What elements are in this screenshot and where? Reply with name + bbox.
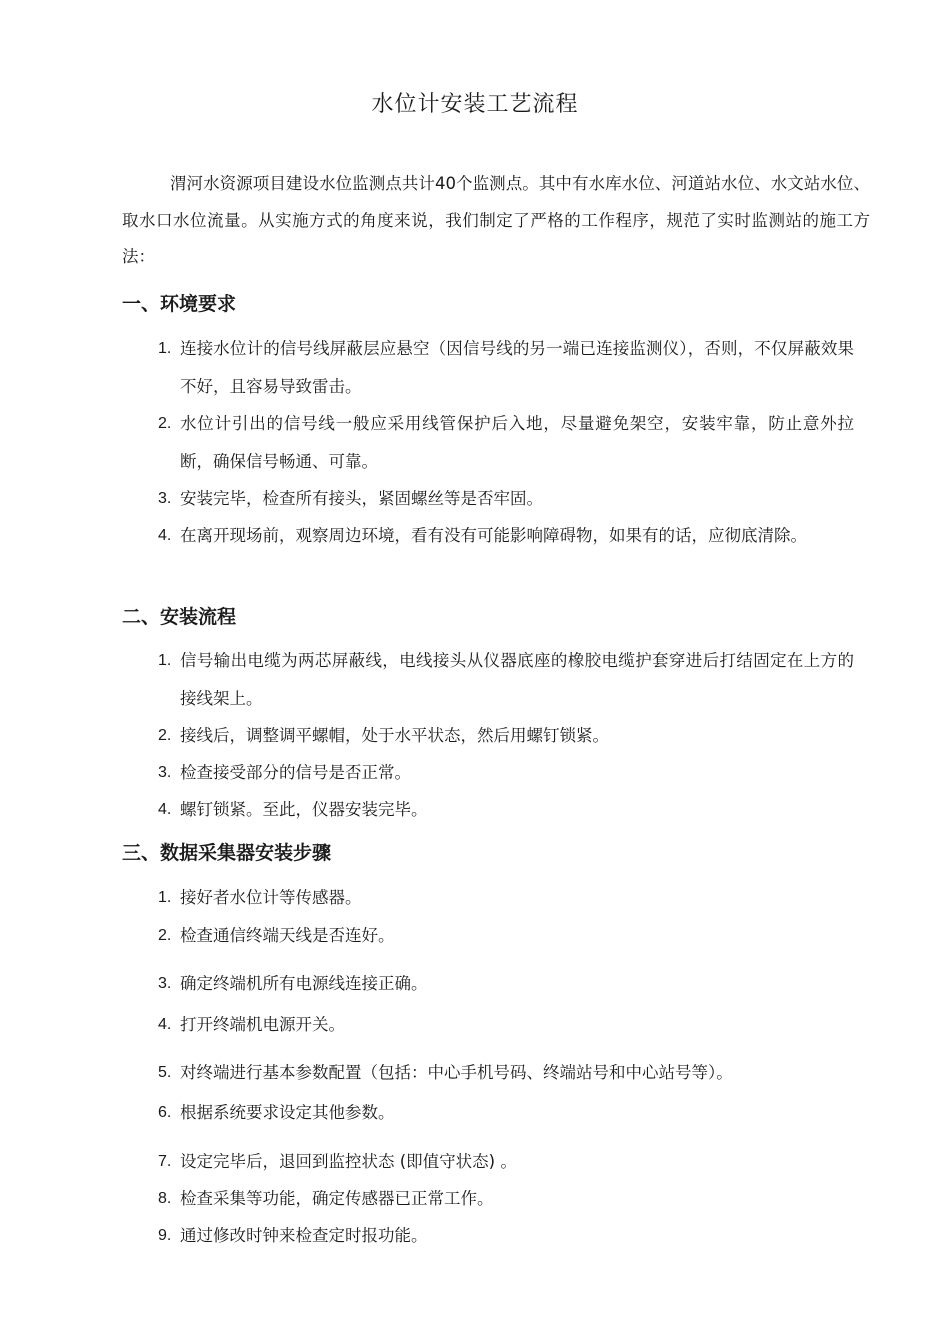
list-item-number: 3. [158, 975, 172, 992]
list-item-number: 1. [158, 652, 172, 669]
list-item-text: 打开终端机电源开关。 [180, 1015, 345, 1034]
list-item-number: 8. [158, 1190, 172, 1207]
list-item-text: 接线后，调整调平螺帽，处于水平状态，然后用螺钉锁紧。 [180, 726, 609, 745]
list-item-text: 确定终端机所有电源线连接正确。 [180, 974, 428, 993]
list-item-number: 3. [158, 490, 172, 507]
list-item [158, 1143, 854, 1181]
list-item-text: 对终端进行基本参数配置（包括：中心手机号码、终端站号和中心站号等）。 [180, 1063, 733, 1082]
list-item [158, 642, 854, 718]
section-heading-install-process: 二、安装流程 [122, 606, 237, 628]
list-item-text: 通过修改时钟来检查定时报功能。 [180, 1226, 428, 1245]
list-item-number: 1. [158, 889, 172, 906]
list-item-number: 5. [158, 1064, 172, 1081]
list-item-text: 检查采集等功能，确定传感器已正常工作。 [180, 1189, 494, 1208]
list-item [158, 1094, 854, 1132]
section-heading-data-collector: 三、数据采集器安装步骤 [122, 842, 332, 864]
list-item-number: 2. [158, 927, 172, 944]
list-item [158, 517, 854, 555]
list-item-number: 4. [158, 527, 172, 544]
list-item-number: 4. [158, 801, 172, 818]
list-item [158, 879, 854, 917]
list-item [158, 917, 854, 955]
list-item-text: 根据系统要求设定其他参数。 [180, 1103, 395, 1122]
list-item-text: 接好者水位计等传感器。 [180, 888, 362, 907]
list-item [158, 754, 854, 792]
list-item-number: 3. [158, 764, 172, 781]
document-title: 水位计安装工艺流程 [371, 92, 579, 117]
intro-paragraph: 渭河水资源项目建设水位监测点共计40个监测点。其中有水库水位、河道站水位、水文站水位、取水口水位流量。从实施方式的角度来说，我们制定了严格的工作程序，规范了实时监测站的施工方法： [122, 174, 870, 266]
list-item-text: 在离开现场前，观察周边环境，看有没有可能影响障碍物，如果有的话，应彻底清除。 [180, 526, 807, 545]
list-item-number: 1. [158, 340, 172, 357]
list-item-text: 连接水位计的信号线屏蔽层应悬空（因信号线的另一端已连接监测仪），否则，不仅屏蔽效果不好，且容易导致雷击。 [180, 339, 854, 396]
list-item [158, 405, 854, 481]
list-item-text: 设定完毕后，退回到监控状态 (即值守状态) 。 [180, 1152, 517, 1171]
list-item-text: 检查接受部分的信号是否正常。 [180, 763, 411, 782]
list-item [158, 1217, 854, 1255]
list-item-text: 螺钉锁紧。至此，仪器安装完毕。 [180, 800, 428, 819]
list-item [158, 480, 854, 518]
list-item [158, 717, 854, 755]
list-item-text: 安装完毕，检查所有接头，紧固螺丝等是否牢固。 [180, 489, 543, 508]
list-item [158, 1180, 854, 1218]
list-item [158, 791, 854, 829]
list-item-number: 4. [158, 1016, 172, 1033]
list-item [158, 1006, 854, 1044]
list-item-number: 2. [158, 727, 172, 744]
list-item-number: 6. [158, 1104, 172, 1121]
list-item [158, 1054, 854, 1092]
list-item [158, 330, 854, 406]
list-item-number: 2. [158, 415, 172, 432]
list-item-text: 信号输出电缆为两芯屏蔽线，电线接头从仪器底座的橡胶电缆护套穿进后打结固定在上方的接线架上。 [180, 651, 854, 708]
section-heading-environment: 一、环境要求 [122, 293, 237, 315]
list-item-number: 7. [158, 1153, 172, 1170]
list-item-text: 水位计引出的信号线一般应采用线管保护后入地，尽量避免架空，安装牢靠，防止意外拉断，确保信号畅通、可靠。 [180, 414, 854, 471]
list-item-text: 检查通信终端天线是否连好。 [180, 926, 395, 945]
list-item-number: 9. [158, 1227, 172, 1244]
list-item [158, 965, 854, 1003]
